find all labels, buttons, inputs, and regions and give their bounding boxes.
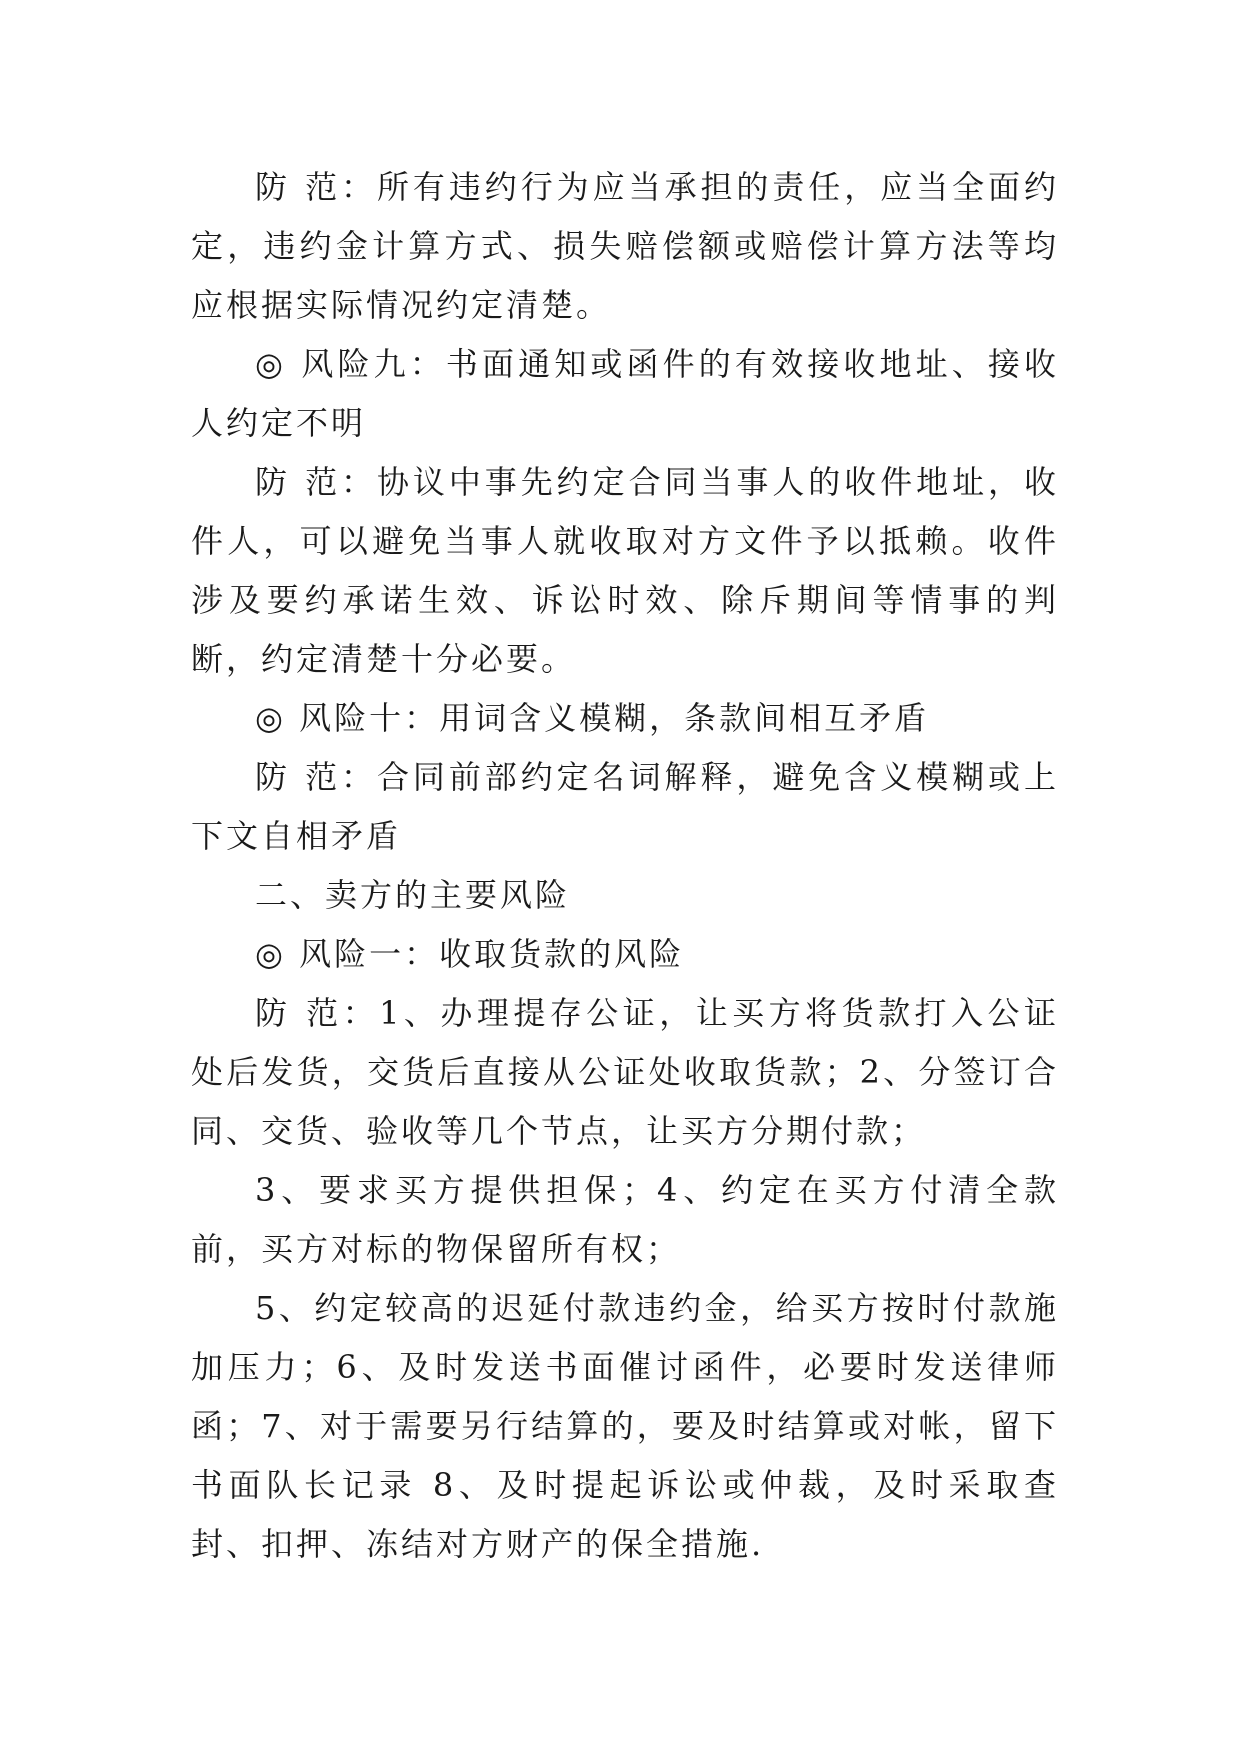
- paragraph-terms-prevention: 防 范：合同前部约定名词解释，避免含义模糊或上下文自相矛盾: [191, 758, 1059, 855]
- paragraph-address-prevention: 防 范：协议中事先约定合同当事人的收件地址，收件人，可以避免当事人就收取对方文件予以抵赖。收件涉及要约承诺生效、诉讼时效、除斥期间等情事的判断，约定清楚十分必要。: [191, 463, 1059, 678]
- section-heading-seller-risks: 二、卖方的主要风险: [255, 876, 571, 914]
- paragraph-liability-prevention: 防 范：所有违约行为应当承担的责任，应当全面约定，违约金计算方式、损失赔偿额或赔偿计算方法等均应根据实际情况约定清楚。: [191, 168, 1059, 324]
- paragraph-guarantee: 3、要求买方提供担保；4、约定在买方付清全款前，买方对标的物保留所有权；: [191, 1171, 1059, 1268]
- paragraph-risk-nine: ◎ 风险九：书面通知或函件的有效接收地址、接收人约定不明: [191, 345, 1059, 442]
- document-body: [191, 158, 1059, 1574]
- paragraph-risk-ten: ◎ 风险十：用词含义模糊，条款间相互矛盾: [255, 699, 930, 737]
- paragraph-penalty-measures: 5、约定较高的迟延付款违约金，给买方按时付款施加压力；6、及时发送书面催讨函件，必要时发送律师函；7、对于需要另行结算的，要及时结算或对帐，留下书面队长记录 8、及时提起诉讼或仲裁，及时采取查封、扣押、冻结对方财产的保全措施.: [191, 1289, 1059, 1563]
- paragraph-risk-one: ◎ 风险一：收取货款的风险: [255, 935, 685, 973]
- paragraph-payment-prevention: 防 范：1、办理提存公证，让买方将货款打入公证处后发货，交货后直接从公证处收取货款；2、分签订合同、交货、验收等几个节点，让买方分期付款；: [191, 994, 1059, 1150]
